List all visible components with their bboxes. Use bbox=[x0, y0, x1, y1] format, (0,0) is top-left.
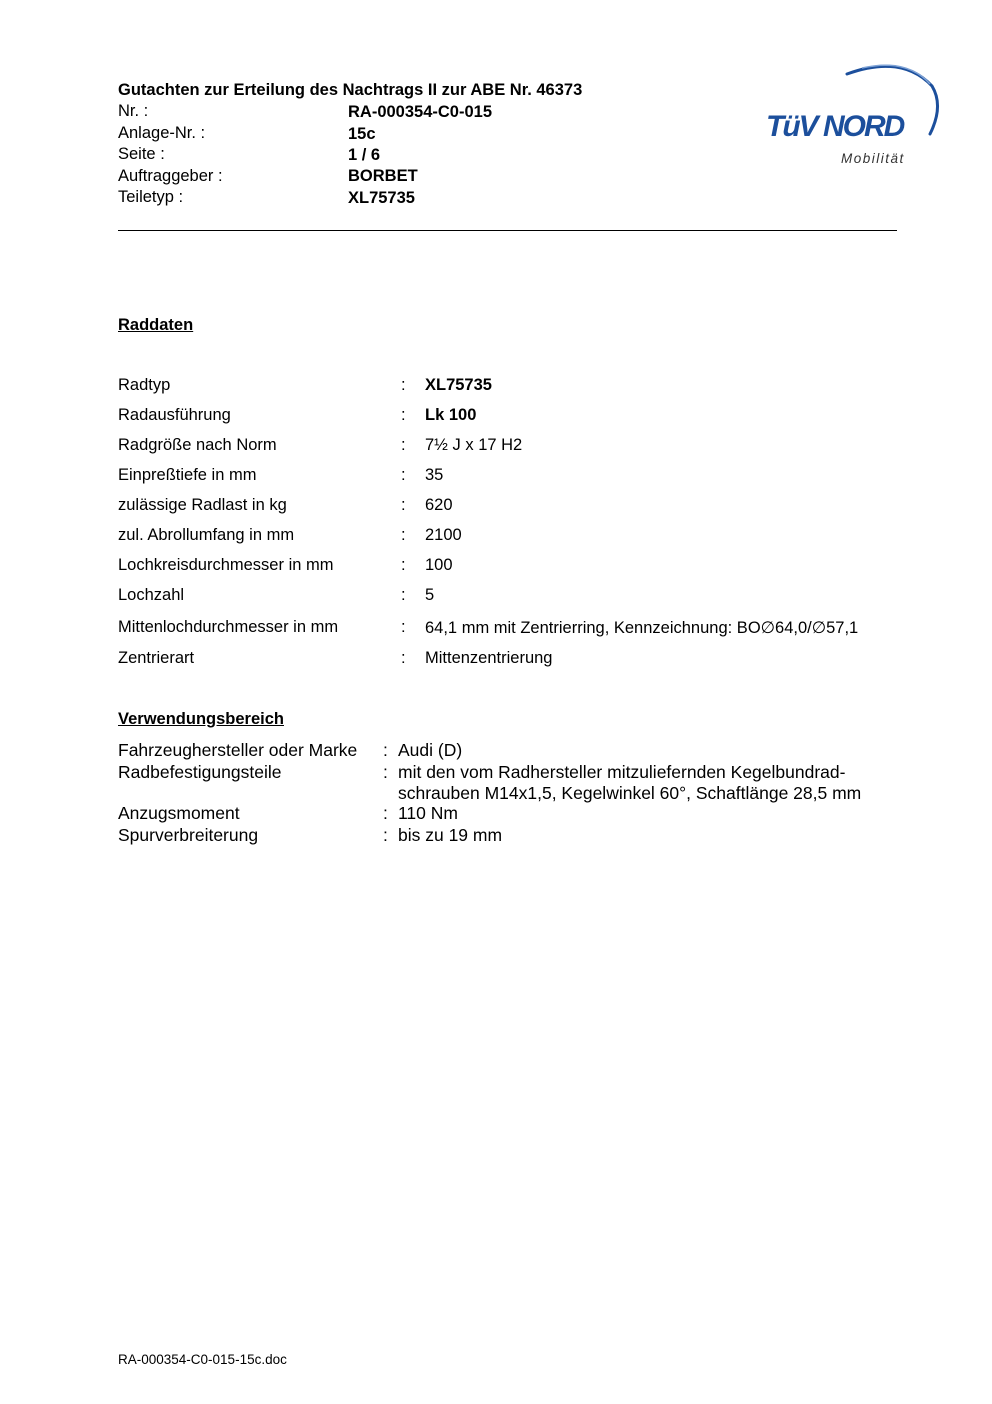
field-label-teiletyp: Teiletyp : bbox=[118, 188, 184, 206]
raddaten-colon: : bbox=[401, 436, 406, 454]
header-divider bbox=[118, 230, 897, 231]
field-value-auftraggeber: BORBET bbox=[348, 167, 418, 185]
verwendung-value-hersteller: Audi (D) bbox=[398, 740, 463, 760]
raddaten-value-abrollumfang: 2100 bbox=[425, 526, 462, 544]
raddaten-colon: : bbox=[401, 618, 406, 636]
raddaten-label: zul. Abrollumfang in mm bbox=[118, 526, 295, 544]
verwendung-value-befestigung-line2: schrauben M14x1,5, Kegelwinkel 60°, Schaftlänge 28,5 mm bbox=[398, 783, 862, 803]
verwendung-value-befestigung: mit den vom Radhersteller mitzuliefernden Kegelbundrad- bbox=[398, 762, 846, 782]
raddaten-label: Mittenlochdurchmesser in mm bbox=[118, 618, 339, 636]
raddaten-label: Radgröße nach Norm bbox=[118, 436, 277, 454]
field-label-auftraggeber: Auftraggeber : bbox=[118, 167, 223, 185]
verwendung-colon: : bbox=[383, 825, 388, 845]
raddaten-value-radlast: 620 bbox=[425, 496, 453, 514]
section-title-verwendungsbereich: Verwendungsbereich bbox=[118, 710, 284, 728]
raddaten-colon: : bbox=[401, 556, 406, 574]
footer-filename: RA-000354-C0-015-15c.doc bbox=[118, 1352, 287, 1367]
field-value-nr: RA-000354-C0-015 bbox=[348, 103, 492, 121]
raddaten-value-radtyp: XL75735 bbox=[425, 376, 492, 394]
raddaten-colon: : bbox=[401, 406, 406, 424]
raddaten-label: Lochkreisdurchmesser in mm bbox=[118, 556, 334, 574]
raddaten-label: Einpreßtiefe in mm bbox=[118, 466, 257, 484]
verwendung-value-anzugsmoment: 110 Nm bbox=[398, 803, 458, 823]
raddaten-label: zulässige Radlast in kg bbox=[118, 496, 287, 514]
raddaten-value-zentrierart: Mittenzentrierung bbox=[425, 649, 553, 667]
raddaten-label: Radausführung bbox=[118, 406, 231, 424]
raddaten-value-radausfuehrung: Lk 100 bbox=[425, 406, 477, 424]
verwendung-label: Radbefestigungsteile bbox=[118, 762, 282, 782]
tuv-nord-logo: TüV NORD bbox=[766, 110, 904, 143]
field-label-seite: Seite : bbox=[118, 145, 165, 163]
logo-subtitle: Mobilität bbox=[841, 151, 905, 166]
verwendung-colon: : bbox=[383, 803, 388, 823]
verwendung-colon: : bbox=[383, 762, 388, 782]
field-value-seite: 1 / 6 bbox=[348, 146, 381, 164]
raddaten-label: Zentrierart bbox=[118, 649, 195, 667]
raddaten-value-einpresstiefe: 35 bbox=[425, 466, 444, 484]
raddaten-value-radgroesse: 7½ J x 17 H2 bbox=[425, 436, 523, 454]
document-title: Gutachten zur Erteilung des Nachtrags II zur ABE Nr. 46373 bbox=[118, 81, 583, 99]
raddaten-colon: : bbox=[401, 466, 406, 484]
verwendung-label: Fahrzeughersteller oder Marke bbox=[118, 740, 358, 760]
raddaten-colon: : bbox=[401, 376, 406, 394]
field-value-teiletyp: XL75735 bbox=[348, 189, 415, 207]
raddaten-colon: : bbox=[401, 526, 406, 544]
raddaten-value-lochkreis: 100 bbox=[425, 556, 453, 574]
raddaten-colon: : bbox=[401, 496, 406, 514]
raddaten-colon: : bbox=[401, 586, 406, 604]
raddaten-label: Lochzahl bbox=[118, 586, 185, 604]
raddaten-label: Radtyp bbox=[118, 376, 171, 394]
raddaten-value-mittenloch: 64,1 mm mit Zentrierring, Kennzeichnung: BO∅64,0/∅57,1 bbox=[425, 619, 859, 637]
verwendung-label: Anzugsmoment bbox=[118, 803, 240, 823]
section-title-raddaten: Raddaten bbox=[118, 316, 194, 334]
verwendung-colon: : bbox=[383, 740, 388, 760]
field-label-anlage: Anlage-Nr. : bbox=[118, 124, 206, 142]
verwendung-label: Spurverbreiterung bbox=[118, 825, 259, 845]
verwendung-value-spurverbreiterung: bis zu 19 mm bbox=[398, 825, 503, 845]
raddaten-colon: : bbox=[401, 649, 406, 667]
raddaten-value-lochzahl: 5 bbox=[425, 586, 435, 604]
field-label-nr: Nr. : bbox=[118, 102, 149, 120]
field-value-anlage: 15c bbox=[348, 125, 376, 143]
